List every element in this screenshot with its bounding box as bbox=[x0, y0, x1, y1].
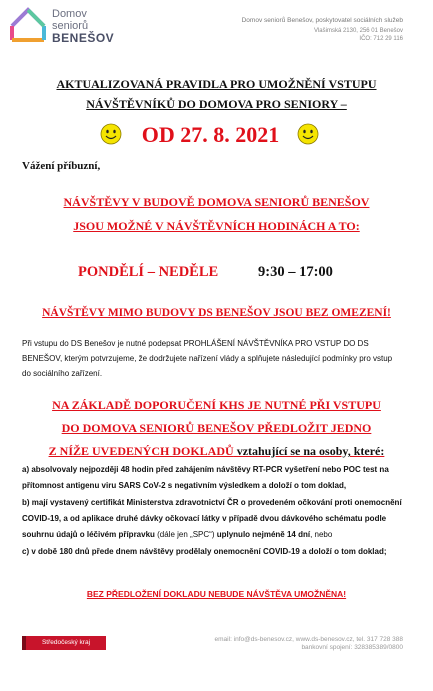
logo-line1: Domov bbox=[52, 8, 87, 20]
organization-logo bbox=[8, 4, 118, 48]
visiting-time: 9:30 – 17:00 bbox=[258, 264, 333, 280]
condition-c-text: c) v době 180 dnů přede dnem návštěvy prodělaly onemocnění COVID-19 a doloží o tom doklad; bbox=[22, 547, 387, 556]
condition-b-days: uplynulo nejméně 14 dní bbox=[216, 530, 311, 539]
final-notice-text: BEZ PŘEDLOŽENÍ DOKLADU NEBUDE NÁVŠTĚVA UMOŽNĚNA! bbox=[86, 589, 347, 599]
house-logo-icon bbox=[8, 4, 48, 44]
effective-date-row bbox=[0, 120, 433, 150]
visits-outside-text: NÁVŠTĚVY MIMO BUDOVY DS BENEŠOV JSOU BEZ OMEZENÍ! bbox=[42, 307, 391, 319]
footer-contact: email: info@ds-benesov.cz, www.ds-benesov.cz, tel. 317 728 388 bbox=[214, 636, 403, 643]
org-ico: IČO: 712 29 116 bbox=[359, 36, 403, 42]
condition-b-spc: (dále jen „SPC“) bbox=[154, 530, 217, 539]
region-badge: Středočeský kraj bbox=[26, 636, 106, 650]
smiley-icon bbox=[100, 123, 122, 145]
letterhead bbox=[0, 0, 433, 58]
smiley-icon bbox=[297, 123, 319, 145]
khs-line2: DO DOMOVA SENIORŮ BENEŠOV PŘEDLOŽIT JEDNO bbox=[61, 421, 372, 435]
condition-a-text: a) absolvovaly nejpozději 48 hodin před zahájením návštěvy RT-PCR vyšetření nebo POC test na přítomnost antigenu viru SARS CoV-2 s negativním výsledkem a doloží o tom doklad, bbox=[22, 465, 389, 490]
effective-date: OD 27. 8. 2021 bbox=[141, 122, 280, 147]
khs-line3 bbox=[0, 440, 433, 463]
org-name: Domov seniorů Benešov, poskytovatel sociálních služeb bbox=[241, 17, 403, 24]
title-line2: NÁVŠTĚVNÍKŮ DO DOMOVA PRO SENIORY – bbox=[86, 97, 347, 111]
visits-inside-line2: JSOU MOŽNÉ V NÁVŠTĚVNÍCH HODINÁCH A TO: bbox=[73, 219, 360, 233]
footer-contact-info bbox=[215, 636, 403, 652]
greeting: Vážení příbuzní, bbox=[22, 160, 101, 172]
visits-outside-notice bbox=[0, 305, 433, 321]
khs-line1: NA ZÁKLADĚ DOPORUČENÍ KHS JE NUTNÉ PŘI VSTUPU bbox=[52, 398, 381, 412]
condition-b-text: b) mají vystavený certifikát Ministerstva zdravotnictví ČR o provedeném očkování proti onemocnění COVID-19, a od aplikace druhé dávky očkovací látky v případě dvou dávkového schématu podle souhrnu údajů o léčivém přípravku bbox=[22, 498, 402, 539]
visiting-days: PONDĚLÍ – NEDĚLE bbox=[78, 264, 219, 280]
org-address: Vlašimská 2130, 256 01 Benešov bbox=[313, 28, 403, 34]
document-title bbox=[0, 74, 433, 114]
condition-c bbox=[22, 544, 404, 560]
visits-inside-line1: NÁVŠTĚVY V BUDOVĚ DOMOVA SENIORŮ BENEŠOV bbox=[63, 195, 370, 209]
condition-b-tail: , nebo bbox=[310, 530, 333, 539]
khs-notice bbox=[0, 394, 433, 463]
final-notice bbox=[0, 589, 433, 599]
visiting-hours bbox=[78, 264, 333, 281]
condition-a bbox=[22, 462, 404, 494]
header-contact-info bbox=[242, 17, 403, 43]
entry-paragraph: Při vstupu do DS Benešov je nutné podepsat PROHLÁŠENÍ NÁVŠTĚVNÍKA PRO VSTUP DO DS BENEŠOV, kterým potvrzujeme, že dodržujete nařízení vlády a splňujete následující podmínky pro vstup do sociálního zařízení. bbox=[22, 339, 393, 378]
letter-footer bbox=[0, 630, 433, 691]
logo-line3: BENEŠOV bbox=[52, 31, 115, 45]
khs-line3-rest: vztahující se na osoby, které: bbox=[233, 444, 385, 458]
khs-line3-red: Z NÍŽE UVEDENÝCH DOKLADŮ bbox=[48, 444, 234, 458]
condition-b bbox=[22, 495, 404, 543]
logo-line2: seniorů bbox=[52, 20, 89, 32]
footer-bank: bankovní spojení: 328385389/0800 bbox=[301, 644, 403, 651]
visits-inside-notice bbox=[0, 190, 433, 238]
title-line1: AKTUALIZOVANÁ PRAVIDLA PRO UMOŽNĚNÍ VSTUPU bbox=[56, 77, 377, 91]
conditions-list bbox=[22, 462, 404, 561]
